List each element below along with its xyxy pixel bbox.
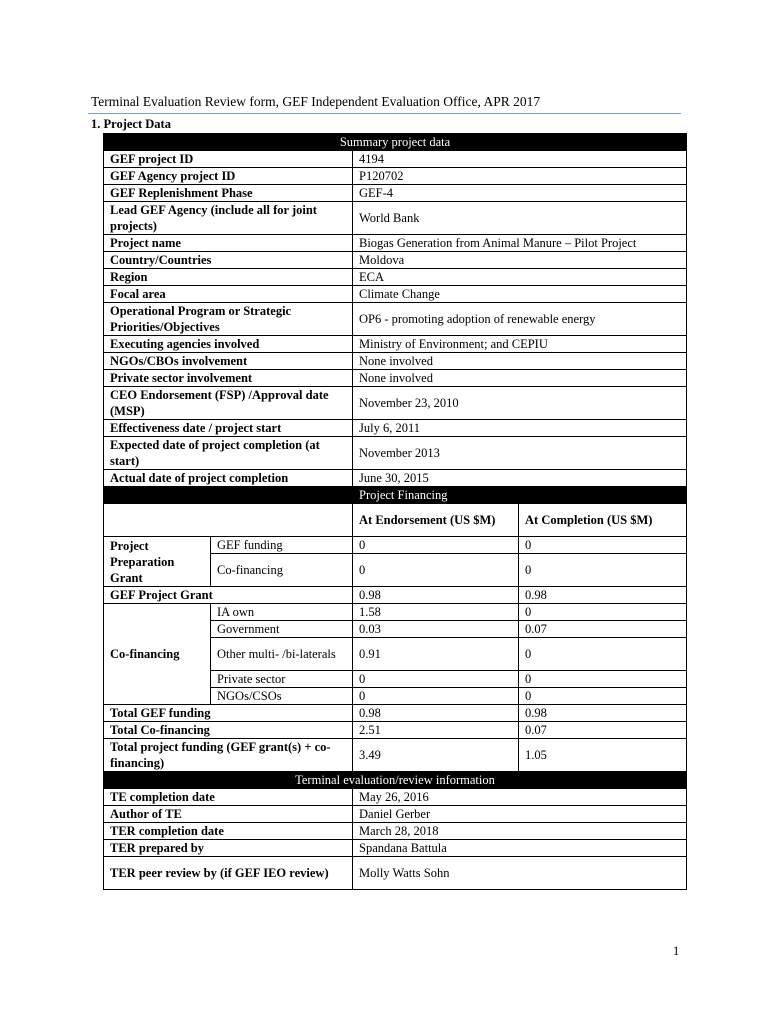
- endorsement-value: 0: [353, 688, 519, 705]
- completion-value: 0: [519, 671, 687, 688]
- sub-label: IA own: [211, 604, 353, 621]
- sub-label: Other multi- /bi-laterals: [211, 638, 353, 671]
- completion-value: 0: [519, 604, 687, 621]
- sub-label: GEF funding: [211, 537, 353, 554]
- total-label: Total GEF funding: [104, 705, 353, 722]
- field-label: Executing agencies involved: [104, 336, 353, 353]
- completion-value: 0.07: [519, 621, 687, 638]
- field-label: TER completion date: [104, 823, 353, 840]
- field-value: Climate Change: [353, 286, 687, 303]
- endorsement-value: 0: [353, 554, 519, 587]
- page-number: 1: [673, 944, 680, 958]
- financing-band: Project Financing: [353, 487, 687, 504]
- col-header-endorsement: At Endorsement (US $M): [353, 504, 519, 537]
- field-value: November 2013: [353, 437, 687, 470]
- field-value: November 23, 2010: [353, 387, 687, 420]
- completion-value: 0.98: [519, 587, 687, 604]
- endorsement-value: 0.91: [353, 638, 519, 671]
- prep-grant-label: Project Preparation Grant: [104, 537, 211, 587]
- endorsement-value: 1.58: [353, 604, 519, 621]
- gef-grant-label: GEF Project Grant: [104, 587, 353, 604]
- field-label: Project name: [104, 235, 353, 252]
- endorsement-value: 0: [353, 671, 519, 688]
- endorsement-value: 0: [353, 537, 519, 554]
- field-value: Spandana Battula: [353, 840, 687, 857]
- summary-band: Summary project data: [104, 134, 687, 151]
- field-value: March 28, 2018: [353, 823, 687, 840]
- field-value: Ministry of Environment; and CEPIU: [353, 336, 687, 353]
- field-value: May 26, 2016: [353, 789, 687, 806]
- endorsement-value: 0.98: [353, 705, 519, 722]
- field-value: World Bank: [353, 202, 687, 235]
- completion-value: 0: [519, 537, 687, 554]
- field-label: Operational Program or Strategic Priorities/Objectives: [104, 303, 353, 336]
- field-label: Actual date of project completion: [104, 470, 353, 487]
- field-value: GEF-4: [353, 185, 687, 202]
- cofinancing-label: Co-financing: [104, 604, 211, 705]
- section-title: 1. Project Data: [91, 117, 171, 131]
- completion-value: 0.07: [519, 722, 687, 739]
- field-value: 4194: [353, 151, 687, 168]
- completion-value: 1.05: [519, 739, 687, 772]
- field-value: None involved: [353, 370, 687, 387]
- field-value: None involved: [353, 353, 687, 370]
- field-label: CEO Endorsement (FSP) /Approval date (MSP): [104, 387, 353, 420]
- field-label: GEF project ID: [104, 151, 353, 168]
- field-label: GEF Replenishment Phase: [104, 185, 353, 202]
- evaluation-band: Terminal evaluation/review information: [104, 772, 687, 789]
- endorsement-value: 3.49: [353, 739, 519, 772]
- total-label: Total project funding (GEF grant(s) + co-financing): [104, 739, 353, 772]
- field-label: Country/Countries: [104, 252, 353, 269]
- field-value: Moldova: [353, 252, 687, 269]
- field-value: P120702: [353, 168, 687, 185]
- field-value: July 6, 2011: [353, 420, 687, 437]
- col-header-completion: At Completion (US $M): [519, 504, 687, 537]
- field-label: Region: [104, 269, 353, 286]
- field-label: Private sector involvement: [104, 370, 353, 387]
- completion-value: 0.98: [519, 705, 687, 722]
- field-label: TER prepared by: [104, 840, 353, 857]
- document-header: Terminal Evaluation Review form, GEF Independent Evaluation Office, APR 2017: [91, 94, 541, 109]
- field-value: OP6 - promoting adoption of renewable energy: [353, 303, 687, 336]
- field-value: June 30, 2015: [353, 470, 687, 487]
- project-data-table: [103, 133, 687, 890]
- field-label: Focal area: [104, 286, 353, 303]
- total-label: Total Co-financing: [104, 722, 353, 739]
- field-value: Daniel Gerber: [353, 806, 687, 823]
- field-label: Author of TE: [104, 806, 353, 823]
- field-label: Effectiveness date / project start: [104, 420, 353, 437]
- endorsement-value: 0.03: [353, 621, 519, 638]
- completion-value: 0: [519, 688, 687, 705]
- field-label: TER peer review by (if GEF IEO review): [104, 857, 353, 890]
- sub-label: Private sector: [211, 671, 353, 688]
- sub-label: Government: [211, 621, 353, 638]
- field-label: Expected date of project completion (at start): [104, 437, 353, 470]
- field-label: NGOs/CBOs involvement: [104, 353, 353, 370]
- sub-label: Co-financing: [211, 554, 353, 587]
- header-rule: [88, 113, 681, 114]
- field-label: GEF Agency project ID: [104, 168, 353, 185]
- field-value: ECA: [353, 269, 687, 286]
- field-value: Molly Watts Sohn: [353, 857, 687, 890]
- endorsement-value: 0.98: [353, 587, 519, 604]
- financing-header-blank: [104, 504, 353, 537]
- completion-value: 0: [519, 554, 687, 587]
- endorsement-value: 2.51: [353, 722, 519, 739]
- completion-value: 0: [519, 638, 687, 671]
- field-value: Biogas Generation from Animal Manure – Pilot Project: [353, 235, 687, 252]
- field-label: Lead GEF Agency (include all for joint projects): [104, 202, 353, 235]
- sub-label: NGOs/CSOs: [211, 688, 353, 705]
- field-label: TE completion date: [104, 789, 353, 806]
